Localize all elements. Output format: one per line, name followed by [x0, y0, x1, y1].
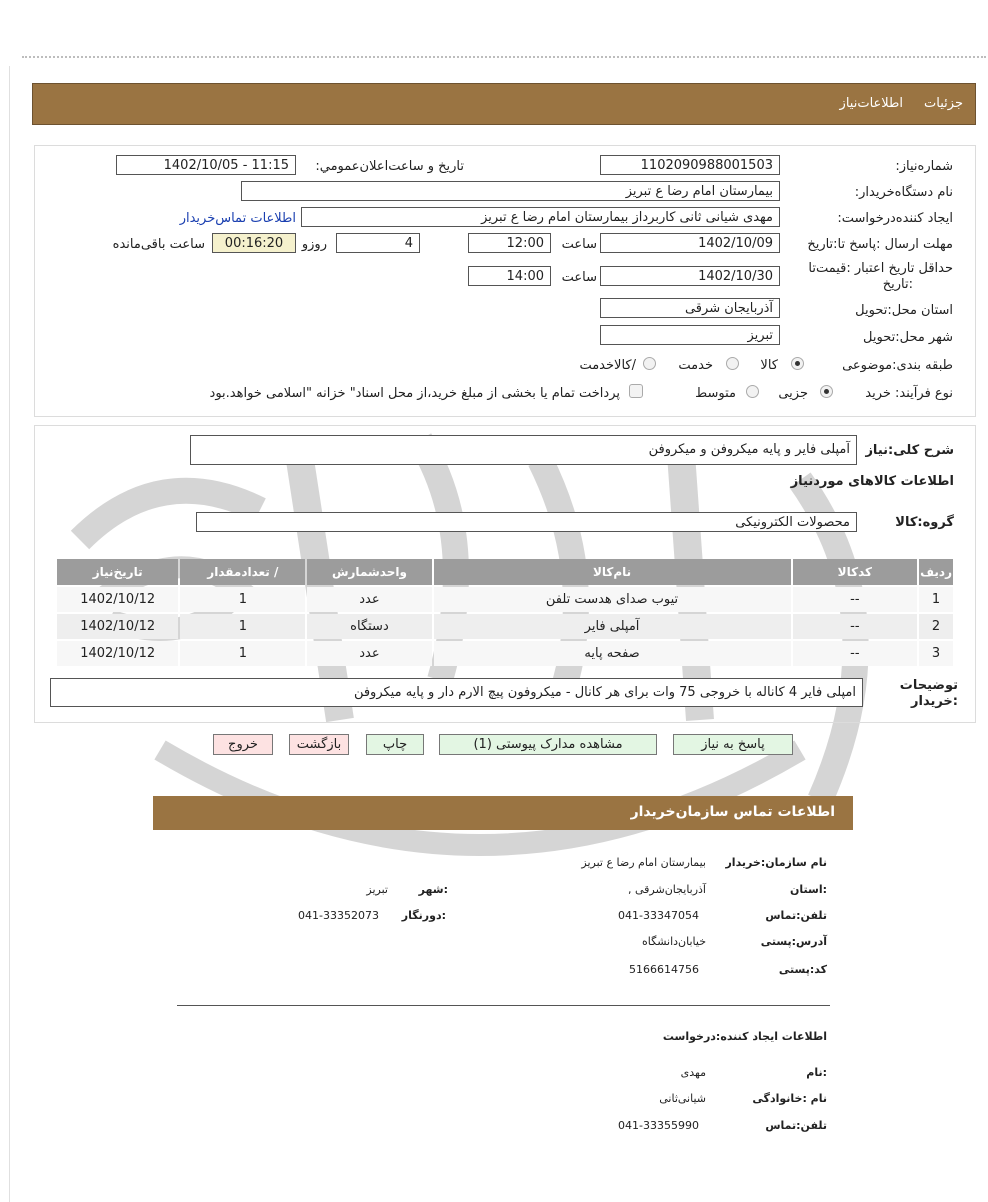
goods-date: 1402/10/12	[57, 587, 178, 612]
days-field: 4	[336, 233, 420, 253]
reply-button[interactable]: پاسخ به نیاز	[673, 734, 793, 755]
table-row	[57, 641, 953, 666]
creator-name-value: مهدی	[680, 1066, 706, 1079]
table-row	[57, 587, 953, 612]
goods-name: صفحه پایه	[434, 641, 791, 666]
goods-code: --	[793, 641, 918, 666]
buyer-notes-label-line1: توضیحات	[899, 678, 958, 693]
category-service-label: خدمت	[678, 358, 713, 373]
deadline-date-field: 1402/10/09	[600, 233, 780, 253]
row-number: 1	[919, 587, 953, 612]
validity-time-label: ساعت	[561, 270, 597, 285]
goods-table-header-row	[57, 559, 953, 585]
need-number-label: شماره‌نیاز:	[895, 159, 953, 174]
goods-name: تیوب صدای هدست تلفن	[434, 587, 791, 612]
goods-group-field: محصولات الکترونیکی	[196, 512, 857, 532]
buyer-notes-label-line2: :خریدار	[911, 694, 958, 709]
creator-family-value: شیانی‌ثانی	[659, 1092, 706, 1105]
details-header-bar	[32, 83, 976, 125]
contact-phone-label: تلفن:تماس	[765, 909, 827, 922]
category-label: طبقه بندی:موضوعی	[842, 358, 953, 373]
buyer-org-field: بیمارستان امام رضا ع تبریز	[241, 181, 780, 201]
contact-address-value: خیابان‌دانشگاه	[642, 935, 706, 948]
goods-date: 1402/10/12	[57, 641, 178, 666]
goods-unit: دستگاه	[307, 614, 431, 639]
province-label: استان محل:تحویل	[855, 303, 953, 318]
exit-button[interactable]: خروج	[213, 734, 273, 755]
category-goods-label: کالا	[760, 358, 778, 373]
remaining-label: ساعت باقی‌مانده	[112, 237, 205, 252]
buyer-contact-header	[153, 796, 853, 830]
creator-name-label: :نام	[806, 1066, 827, 1079]
row-number: 3	[919, 641, 953, 666]
contact-province-value: آذربایجان‌شرقی ,	[628, 883, 706, 896]
category-service-radio[interactable]	[726, 357, 739, 370]
treasury-payment-label: پرداخت تمام یا بخشی از مبلغ خرید،از محل اسناد" خزانه "اسلامی خواهد.بود	[209, 386, 620, 401]
summary-label: شرح کلی:نیاز	[865, 443, 954, 458]
buyer-contact-link[interactable]: اطلاعات تماس‌خریدار	[179, 211, 296, 226]
need-number-field: 1102090988001503	[600, 155, 780, 175]
contact-phone-value: 041-33347054	[618, 909, 699, 922]
remaining-time-field: 00:16:20	[212, 233, 296, 253]
view-attachments-button[interactable]: مشاهده مدارک پیوستی (1)	[439, 734, 657, 755]
contact-city-value: تبریز	[366, 883, 388, 896]
contact-postal-label: کد:پستی	[778, 963, 827, 976]
announce-label: تاریخ و ساعت‌اعلان‌عمومي:	[315, 159, 464, 174]
process-type-label: نوع فرآیند: خرید	[865, 386, 953, 401]
goods-unit: عدد	[307, 587, 431, 612]
treasury-payment-checkbox[interactable]	[629, 384, 643, 398]
contact-province-label: :استان	[790, 883, 827, 896]
contact-divider	[177, 1005, 830, 1006]
col-name-header: نام‌کالا	[434, 559, 791, 585]
deadline-time-label: ساعت	[561, 237, 597, 252]
goods-date: 1402/10/12	[57, 614, 178, 639]
goods-code: --	[793, 587, 918, 612]
table-row	[57, 614, 953, 639]
tab-need-info[interactable]: اطلاعات‌نیاز	[839, 96, 903, 111]
city-field: تبریز	[600, 325, 780, 345]
goods-qty: 1	[180, 641, 305, 666]
process-medium-label: متوسط	[695, 386, 736, 401]
deadline-label: مهلت ارسال :پاسخ تا:تاریخ	[807, 237, 953, 252]
validity-label-line1: حداقل تاریخ اعتبار :قیمت‌تا	[808, 261, 953, 276]
contact-fax-label: :دورنگار	[401, 909, 446, 922]
col-date-header: تاریخ‌نیاز	[57, 559, 178, 585]
contact-postal-value: 5166614756	[629, 963, 699, 976]
page-left-border	[9, 66, 10, 1202]
row-number: 2	[919, 614, 953, 639]
category-goods-service-radio[interactable]	[643, 357, 656, 370]
summary-field: آمپلی فایر و پایه میکروفن و میکروفن	[190, 435, 857, 465]
goods-unit: عدد	[307, 641, 431, 666]
validity-time-field: 14:00	[468, 266, 551, 286]
announce-date-field: 1402/10/05 - 11:15	[116, 155, 296, 175]
col-code-header: کدکالا	[793, 559, 918, 585]
creator-phone-label: تلفن:تماس	[765, 1119, 827, 1132]
creator-family-label: نام :خانوادگی	[752, 1092, 827, 1105]
back-button[interactable]: بازگشت	[289, 734, 349, 755]
goods-qty: 1	[180, 614, 305, 639]
contact-city-label: :شهر	[418, 883, 448, 896]
top-dotted-divider	[22, 56, 986, 58]
creator-phone-value: 041-33355990	[618, 1119, 699, 1132]
validity-label-line2: :تاریخ	[882, 277, 913, 292]
validity-date-field: 1402/10/30	[600, 266, 780, 286]
contact-address-label: آدرس:پستی	[760, 935, 827, 948]
category-goods-service-label: /کالاخدمت	[579, 358, 636, 373]
province-field: آذربایجان شرقی	[600, 298, 780, 318]
contact-org-value: بیمارستان امام رضا ع تبریز	[581, 856, 706, 869]
contact-fax-value: 041-33352073	[298, 909, 379, 922]
deadline-time-field: 12:00	[468, 233, 551, 253]
creator-field: مهدی شیانی ثانی کاربرداز بیمارستان امام رضا ع تبریز	[301, 207, 780, 227]
goods-code: --	[793, 614, 918, 639]
contact-org-label: نام سازمان:خریدار	[725, 856, 827, 869]
col-unit-header: واحدشمارش	[307, 559, 431, 585]
goods-qty: 1	[180, 587, 305, 612]
creator-label: ایجاد کننده‌درخواست:	[837, 211, 953, 226]
goods-name: آمپلی فایر	[434, 614, 791, 639]
process-medium-radio[interactable]	[746, 385, 759, 398]
days-label: روزو	[301, 237, 327, 252]
creator-info-title: اطلاعات ایجاد کننده:درخواست	[662, 1030, 827, 1043]
col-qty-header: / تعدادمقدار	[180, 559, 305, 585]
goods-table	[55, 557, 955, 668]
category-goods-radio[interactable]	[791, 357, 804, 370]
print-button[interactable]: چاپ	[366, 734, 424, 755]
city-label: شهر محل:تحویل	[863, 330, 953, 345]
buyer-notes-field: امپلی فایر 4 کاناله با خروجی 75 وات برای هر کانال - میکروفون پیچ الارم دار و پایه میکروفن	[50, 678, 863, 707]
col-row-header: ردیف	[919, 559, 953, 585]
process-minor-radio[interactable]	[820, 385, 833, 398]
buyer-org-label: نام دستگاه‌خریدار:	[854, 185, 953, 200]
tab-details[interactable]: جزئیات	[924, 96, 963, 111]
goods-info-title: اطلاعات کالاهای موردنیاز	[790, 474, 954, 489]
process-minor-label: جزیی	[778, 386, 808, 401]
buyer-contact-title: اطلاعات تماس سازمان‌خریدار	[630, 804, 835, 820]
goods-group-label: گروه:کالا	[895, 515, 954, 530]
